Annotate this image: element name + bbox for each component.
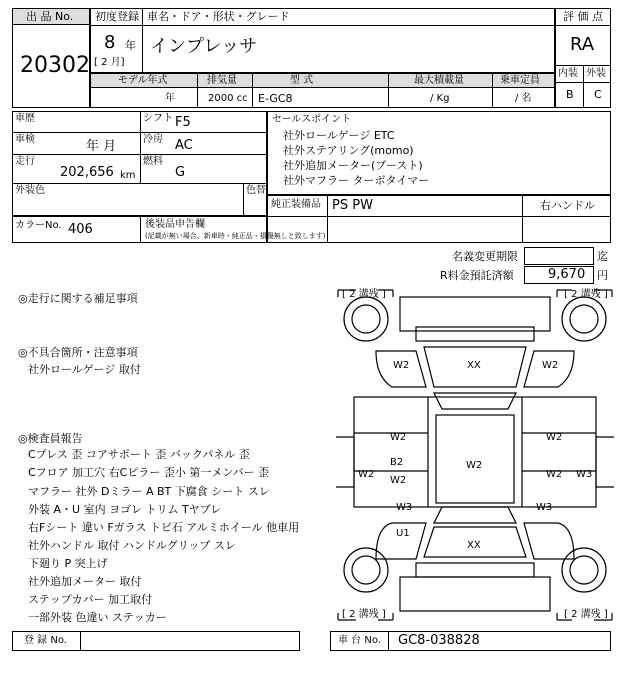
model-year-label: モデル年式: [118, 75, 168, 86]
name-change-label: 名義変更期限: [452, 250, 518, 263]
name-change-field: [524, 247, 594, 265]
mileage-unit: km: [120, 170, 136, 181]
driving-notes-label: ◎走行に関する補足事項: [18, 292, 138, 305]
sales-point-line: 社外追加メーター(ブースト): [283, 159, 423, 172]
car-name: インプレッサ: [150, 36, 258, 57]
recycle-label: R料金預託済額: [440, 269, 514, 282]
shift-label: シフト: [143, 113, 173, 124]
damage-mark: U1: [396, 528, 410, 539]
tire-label-fl: [ 2 溝残 ]: [342, 289, 386, 300]
sales-point-line: 社外マフラー ターボタイマー: [283, 174, 430, 187]
car-damage-diagram: [336, 287, 614, 623]
capacity-value: / 名: [515, 93, 532, 104]
aftermarket-note: (記載が無い場合、新車時・純正品・損傷無しと致します): [145, 232, 326, 240]
shift-value: F5: [175, 115, 191, 130]
damage-mark: W2: [542, 360, 559, 371]
inspector-line: 外装 A・U 室内 ヨゴレ トリム Tヤブレ: [28, 503, 222, 516]
damage-mark: W2: [358, 469, 375, 480]
lot-label: 出 品 No.: [26, 10, 74, 23]
history-label: 車歴: [15, 113, 35, 124]
damage-mark: XX: [467, 360, 481, 371]
type-value: E-GC8: [258, 92, 293, 105]
aftermarket-label: 後装品申告欄: [145, 219, 205, 230]
recycle-value: 9,670: [548, 267, 586, 282]
recycle-unit: 円: [597, 269, 608, 282]
car-name-label: 車名・ドア・形状・グレード: [147, 10, 290, 23]
mileage-label: 走行: [15, 156, 35, 167]
defect-line: 社外ロールゲージ 取付: [28, 363, 141, 376]
year-unit: 年: [125, 39, 136, 52]
inspection-value: 年 月: [86, 139, 117, 154]
displacement-label: 排気量: [207, 75, 237, 86]
fuel-label: 燃料: [143, 156, 163, 167]
displacement-value: 2000 cc: [208, 93, 248, 104]
color-no-label: カラーNo.: [15, 220, 62, 231]
damage-mark: W2: [393, 360, 410, 371]
chassis-label: 車 台 No.: [338, 635, 381, 646]
lot-number: 20302: [20, 53, 90, 78]
defects-label: ◎不具合箇所・注意事項: [18, 346, 138, 359]
damage-mark: W3: [536, 502, 553, 513]
damage-mark: W2: [466, 460, 483, 471]
max-load-label: 最大積載量: [414, 75, 464, 86]
exterior-label: 外装: [586, 68, 606, 79]
tire-label-rr: [ 2 溝残 ]: [564, 609, 608, 620]
tire-label-rl: [ 2 溝残 ]: [342, 609, 386, 620]
reg-no-label: 登 録 No.: [24, 635, 67, 646]
ac-value: AC: [175, 138, 193, 153]
reg-month: [ 2 月]: [94, 57, 125, 68]
mileage-value: 202,656: [60, 165, 114, 180]
damage-mark: W2: [546, 432, 563, 443]
reg-year: 8: [104, 32, 116, 53]
sales-point-line: 社外ステアリング(momo): [283, 144, 414, 157]
inspection-label: 車検: [15, 134, 35, 145]
color-label: 外装色: [15, 185, 45, 196]
capacity-label: 乗車定員: [500, 75, 540, 86]
fuel-value: G: [175, 165, 186, 180]
damage-mark: W2: [546, 469, 563, 480]
inspector-line: Cプレス 歪 コアサポート 歪 バックパネル 歪: [28, 448, 250, 461]
name-change-unit: 迄: [597, 250, 608, 263]
equipment-value: PS PW: [332, 198, 373, 213]
inspector-line: ステップカバー 加工取付: [28, 593, 153, 606]
type-label: 型 式: [290, 75, 314, 86]
inspector-line: 社外ハンドル 取付 ハンドルグリップ スレ: [28, 539, 236, 552]
inspector-label: ◎検査員報告: [18, 432, 83, 445]
exterior-grade: C: [594, 88, 602, 101]
damage-mark: B2: [390, 457, 404, 468]
rating-label: 評 価 点: [563, 10, 603, 23]
damage-mark: W2: [390, 475, 407, 486]
equipment-label: 純正装備品: [271, 199, 321, 210]
interior-grade: B: [566, 88, 574, 101]
damage-mark: W3: [576, 469, 593, 480]
handle-value: 右ハンドル: [540, 199, 595, 212]
interior-label: 内装: [558, 68, 578, 79]
sales-points-label: セールスポイント: [272, 114, 352, 125]
inspector-line: 下廻り P 突上げ: [28, 557, 108, 570]
inspector-line: 社外追加メーター 取付: [28, 575, 142, 588]
inspector-line: 一部外装 色違い ステッカー: [28, 611, 167, 624]
damage-mark: XX: [467, 540, 481, 551]
first-reg-label: 初度登録: [95, 10, 139, 23]
car-outline: [336, 287, 614, 623]
damage-mark: W3: [396, 502, 413, 513]
tire-label-fr: [ 2 溝残 ]: [564, 289, 608, 300]
inspector-line: Cフロア 加工穴 右Cピラー 歪小 第一メンバー 歪: [28, 466, 270, 479]
color-no-value: 406: [68, 222, 93, 237]
model-year-unit: 年: [165, 93, 175, 104]
max-load-value: / Kg: [430, 93, 450, 104]
inspector-line: マフラー 社外 Dミラー A BT 下腐食 シート スレ: [28, 485, 270, 498]
rating-value: RA: [570, 34, 595, 55]
inspector-line: 右Fシート 違い Fガラス トビ石 アルミホイール 他車用: [28, 521, 300, 534]
sales-point-line: 社外ロールゲージ ETC: [283, 129, 395, 142]
ac-label: 冷房: [143, 134, 163, 145]
chassis-value: GC8-038828: [398, 633, 480, 648]
damage-mark: W2: [390, 432, 407, 443]
color-change-label: 色替: [246, 185, 266, 196]
